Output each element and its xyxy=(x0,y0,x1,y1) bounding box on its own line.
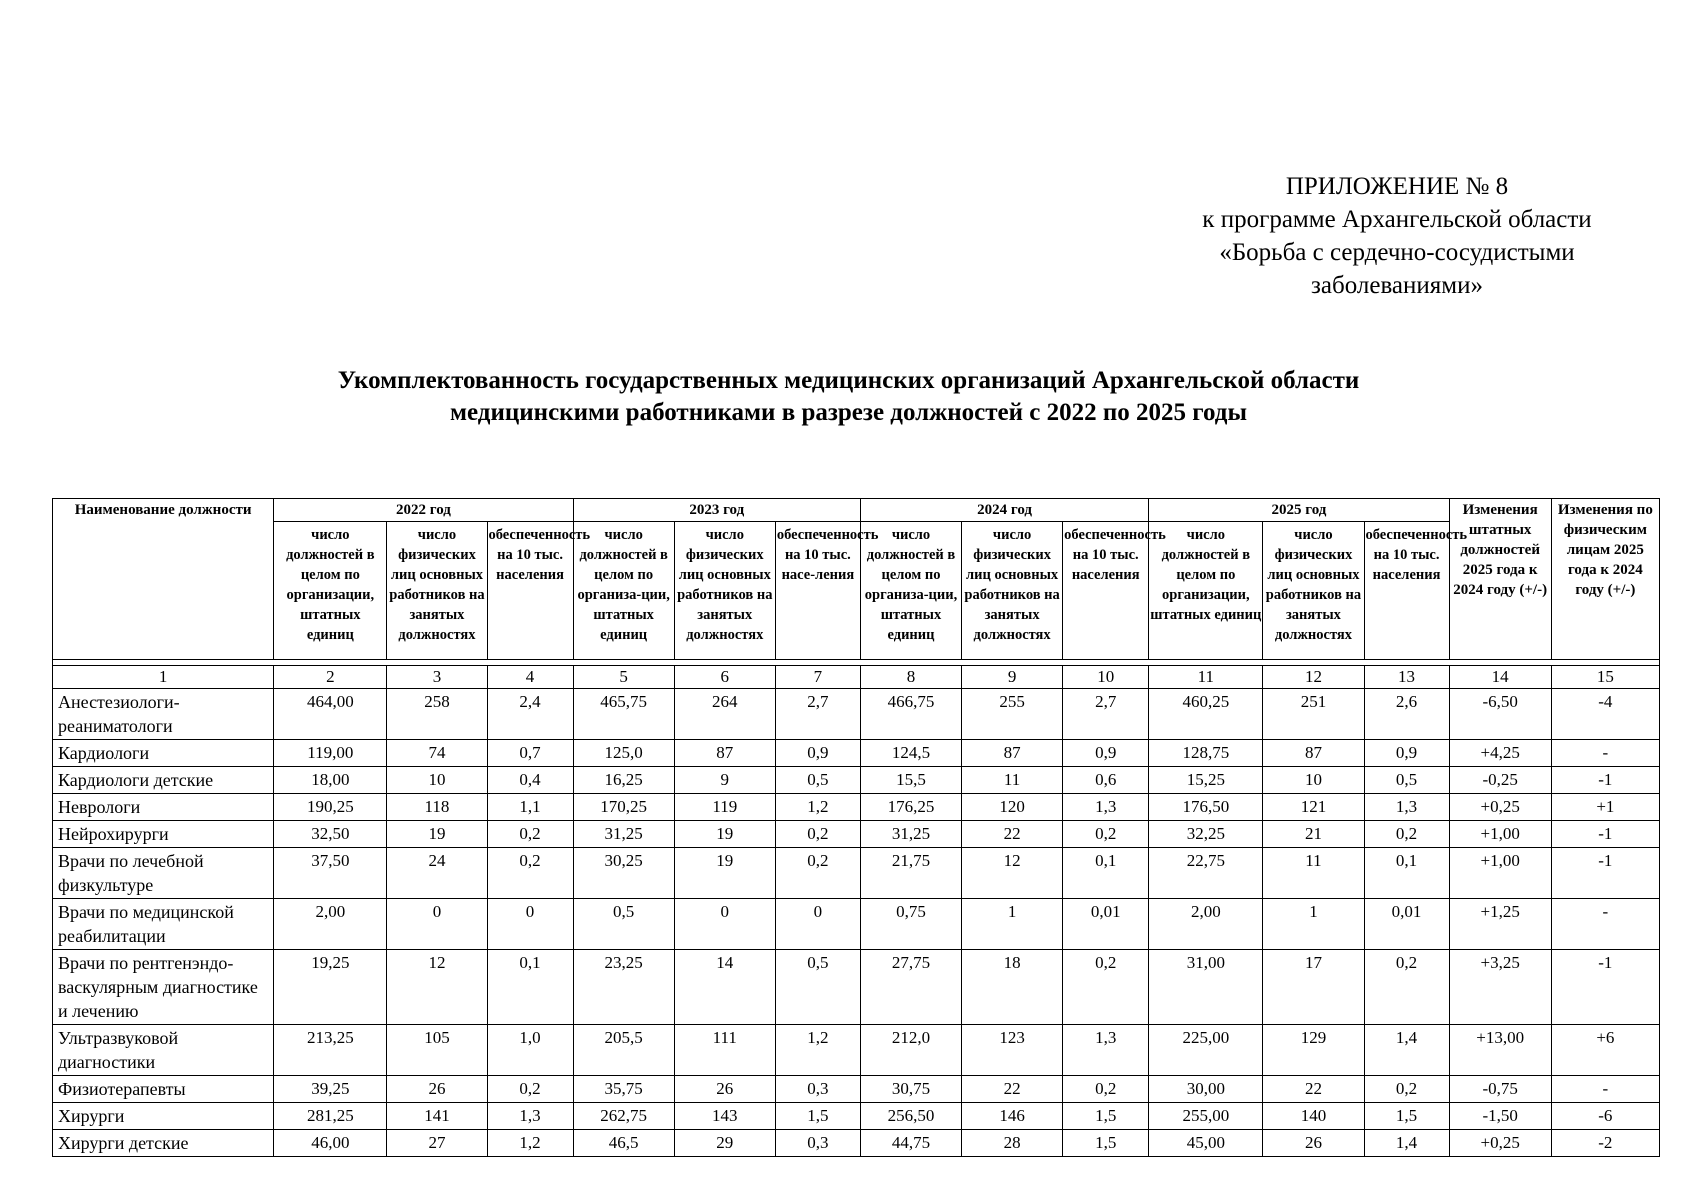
table-cell: -1,50 xyxy=(1449,1103,1551,1130)
appendix-block xyxy=(1157,170,1637,302)
table-cell: 18 xyxy=(962,950,1063,1025)
table-cell: 2,00 xyxy=(1149,899,1263,950)
table-cell: 26 xyxy=(1263,1130,1364,1157)
table-cell: 2,7 xyxy=(1063,689,1149,740)
table-cell: 1,4 xyxy=(1364,1025,1449,1076)
table-row xyxy=(53,899,1660,950)
title-line-2: медицинскими работниками в разрезе должностей с 2022 по 2025 годы xyxy=(450,399,1247,426)
table-cell: +6 xyxy=(1551,1025,1659,1076)
title-line-1: Укомплектованность государственных медицинских организаций Архангельской области xyxy=(337,367,1360,394)
table-cell: 87 xyxy=(962,740,1063,767)
table-cell: 44,75 xyxy=(860,1130,961,1157)
table-cell: 1 xyxy=(962,899,1063,950)
table-row xyxy=(53,740,1660,767)
table-cell: 26 xyxy=(674,1076,775,1103)
table-cell: 31,25 xyxy=(860,821,961,848)
column-number: 4 xyxy=(487,666,573,689)
table-cell: 1,0 xyxy=(487,1025,573,1076)
table-cell: 1,3 xyxy=(1063,794,1149,821)
appendix-line-4: заболеваниями» xyxy=(1311,272,1483,299)
table-cell: - xyxy=(1551,899,1659,950)
position-name: Ультразвуковой диагностики xyxy=(53,1025,274,1076)
position-name: Врачи по рентгенэндо-васкулярным диагностике и лечению xyxy=(53,950,274,1025)
table-cell: 37,50 xyxy=(274,848,387,899)
table-cell: 30,25 xyxy=(573,848,674,899)
table-cell: -6 xyxy=(1551,1103,1659,1130)
table-cell: 125,0 xyxy=(573,740,674,767)
table-cell: 176,50 xyxy=(1149,794,1263,821)
table-cell: +1,25 xyxy=(1449,899,1551,950)
column-number: 13 xyxy=(1364,666,1449,689)
table-cell: 29 xyxy=(674,1130,775,1157)
table-cell: 0,1 xyxy=(1364,848,1449,899)
column-number: 10 xyxy=(1063,666,1149,689)
table-row xyxy=(53,950,1660,1025)
column-number: 11 xyxy=(1149,666,1263,689)
table-cell: 213,25 xyxy=(274,1025,387,1076)
header-sub-persons: число физических лиц основных работников на занятых должностях xyxy=(1263,522,1364,660)
header-change-posts: Изменения штатных должностей 2025 года к 2024 году (+/-) xyxy=(1449,499,1551,660)
table-cell: 1,3 xyxy=(1364,794,1449,821)
table-cell: 0,2 xyxy=(487,1076,573,1103)
table-row xyxy=(53,1025,1660,1076)
table-cell: +0,25 xyxy=(1449,794,1551,821)
table-cell: 12 xyxy=(962,848,1063,899)
table-row xyxy=(53,1130,1660,1157)
position-name: Хирурги xyxy=(53,1103,274,1130)
table-cell: 1,2 xyxy=(775,794,860,821)
table-cell: 0,2 xyxy=(775,821,860,848)
table-cell: 87 xyxy=(1263,740,1364,767)
column-number: 1 xyxy=(53,666,274,689)
header-row-years xyxy=(53,499,1660,522)
table-cell: 465,75 xyxy=(573,689,674,740)
table-cell: 18,00 xyxy=(274,767,387,794)
table-cell: 0,1 xyxy=(1063,848,1149,899)
table-cell: 0,9 xyxy=(1364,740,1449,767)
table-cell: 27,75 xyxy=(860,950,961,1025)
appendix-line-1: ПРИЛОЖЕНИЕ № 8 xyxy=(1285,173,1509,200)
table-cell: 19,25 xyxy=(274,950,387,1025)
table-cell: - xyxy=(1551,740,1659,767)
table-cell: 466,75 xyxy=(860,689,961,740)
position-name: Неврологи xyxy=(53,794,274,821)
table-cell: 46,00 xyxy=(274,1130,387,1157)
table-cell: +13,00 xyxy=(1449,1025,1551,1076)
table-row xyxy=(53,1103,1660,1130)
table-cell: 11 xyxy=(1263,848,1364,899)
header-sub-posts: число должностей в целом по организа-ции, штатных единиц xyxy=(573,522,674,660)
table-cell: 256,50 xyxy=(860,1103,961,1130)
table-cell: 0,01 xyxy=(1364,899,1449,950)
table-cell: 118 xyxy=(387,794,487,821)
header-sub-persons: число физических лиц основных работников на занятых должностях xyxy=(387,522,487,660)
table-cell: 225,00 xyxy=(1149,1025,1263,1076)
table-cell: 24 xyxy=(387,848,487,899)
table-cell: 143 xyxy=(674,1103,775,1130)
table-cell: 146 xyxy=(962,1103,1063,1130)
table-cell: 1,2 xyxy=(487,1130,573,1157)
table-cell: 1,5 xyxy=(775,1103,860,1130)
table-cell: 30,75 xyxy=(860,1076,961,1103)
table-cell: 39,25 xyxy=(274,1076,387,1103)
table-cell: 111 xyxy=(674,1025,775,1076)
table-cell: +1,00 xyxy=(1449,821,1551,848)
header-year-2024: 2024 год xyxy=(860,499,1148,522)
table-cell: 0,01 xyxy=(1063,899,1149,950)
header-sub-persons: число физических лиц основных работников на занятых должностях xyxy=(674,522,775,660)
table-cell: 0 xyxy=(387,899,487,950)
table-cell: 19 xyxy=(387,821,487,848)
table-cell: 0,2 xyxy=(1364,821,1449,848)
table-cell: 1,5 xyxy=(1364,1103,1449,1130)
table-cell: 0,4 xyxy=(487,767,573,794)
table-row xyxy=(53,848,1660,899)
table-cell: 0 xyxy=(775,899,860,950)
header-sub-ratio: обеспеченность на 10 тыс. насе-ления xyxy=(775,522,860,660)
table-row xyxy=(53,794,1660,821)
table-cell: 22 xyxy=(962,821,1063,848)
table-row xyxy=(53,689,1660,740)
table-cell: 0,5 xyxy=(573,899,674,950)
table-cell: 176,25 xyxy=(860,794,961,821)
column-number: 2 xyxy=(274,666,387,689)
table-cell: -1 xyxy=(1551,821,1659,848)
table-cell: 464,00 xyxy=(274,689,387,740)
table-cell: 22 xyxy=(1263,1076,1364,1103)
table-cell: 2,4 xyxy=(487,689,573,740)
table-cell: 23,25 xyxy=(573,950,674,1025)
table-cell: 0,3 xyxy=(775,1076,860,1103)
table-cell: 124,5 xyxy=(860,740,961,767)
header-sub-ratio: обеспеченность на 10 тыс. населения xyxy=(1063,522,1149,660)
table-cell: 119,00 xyxy=(274,740,387,767)
table-cell: 128,75 xyxy=(1149,740,1263,767)
position-name: Физиотерапевты xyxy=(53,1076,274,1103)
table-cell: 9 xyxy=(674,767,775,794)
table-cell: 31,25 xyxy=(573,821,674,848)
table-cell: 22 xyxy=(962,1076,1063,1103)
table-cell: 21 xyxy=(1263,821,1364,848)
table-cell: +1 xyxy=(1551,794,1659,821)
table-cell: -0,75 xyxy=(1449,1076,1551,1103)
table-cell: 0,5 xyxy=(1364,767,1449,794)
table-cell: 0,9 xyxy=(775,740,860,767)
table-cell: 12 xyxy=(387,950,487,1025)
table-cell: -0,25 xyxy=(1449,767,1551,794)
table-cell: +1,00 xyxy=(1449,848,1551,899)
table-cell: 74 xyxy=(387,740,487,767)
table-cell: 19 xyxy=(674,848,775,899)
table-cell: 0,75 xyxy=(860,899,961,950)
table-cell: 141 xyxy=(387,1103,487,1130)
table-cell: 0,2 xyxy=(1364,1076,1449,1103)
table-cell: 14 xyxy=(674,950,775,1025)
header-year-2023: 2023 год xyxy=(573,499,860,522)
table-cell: 0,2 xyxy=(487,821,573,848)
table-cell: 129 xyxy=(1263,1025,1364,1076)
appendix-line-3: «Борьба с сердечно-сосудистыми xyxy=(1219,239,1575,266)
document-title xyxy=(0,365,1697,429)
table-cell: 255 xyxy=(962,689,1063,740)
table-cell: 0,7 xyxy=(487,740,573,767)
header-sub-ratio: обеспеченность на 10 тыс. населения xyxy=(487,522,573,660)
table-cell: 32,25 xyxy=(1149,821,1263,848)
table-cell: -2 xyxy=(1551,1130,1659,1157)
column-number: 12 xyxy=(1263,666,1364,689)
header-row-sub xyxy=(53,522,1660,660)
table-cell: 258 xyxy=(387,689,487,740)
table-cell: 1,5 xyxy=(1063,1130,1149,1157)
table-cell: 1,2 xyxy=(775,1025,860,1076)
table-cell: 10 xyxy=(1263,767,1364,794)
table-cell: 0,3 xyxy=(775,1130,860,1157)
table-cell: -4 xyxy=(1551,689,1659,740)
table-cell: 1,3 xyxy=(1063,1025,1149,1076)
header-year-2025: 2025 год xyxy=(1149,499,1449,522)
table-cell: 10 xyxy=(387,767,487,794)
table-cell: 1,1 xyxy=(487,794,573,821)
table-cell: 16,25 xyxy=(573,767,674,794)
table-cell: 0,2 xyxy=(487,848,573,899)
table-cell: 32,50 xyxy=(274,821,387,848)
table-cell: 35,75 xyxy=(573,1076,674,1103)
table-cell: 19 xyxy=(674,821,775,848)
table-cell: 255,00 xyxy=(1149,1103,1263,1130)
table-cell: 0,5 xyxy=(775,767,860,794)
position-name: Кардиологи xyxy=(53,740,274,767)
header-sub-ratio: обеспеченность на 10 тыс. населения xyxy=(1364,522,1449,660)
table-cell: 120 xyxy=(962,794,1063,821)
header-sub-posts: число должностей в целом по организа-ции, штатных единиц xyxy=(860,522,961,660)
table-cell: 22,75 xyxy=(1149,848,1263,899)
position-name: Кардиологи детские xyxy=(53,767,274,794)
table-cell: 119 xyxy=(674,794,775,821)
column-number: 8 xyxy=(860,666,961,689)
table-cell: 26 xyxy=(387,1076,487,1103)
table-row xyxy=(53,767,1660,794)
column-number: 14 xyxy=(1449,666,1551,689)
table-cell: 0,2 xyxy=(1063,821,1149,848)
table-cell: 205,5 xyxy=(573,1025,674,1076)
table-cell: 105 xyxy=(387,1025,487,1076)
table-cell: 0 xyxy=(674,899,775,950)
table-cell: 21,75 xyxy=(860,848,961,899)
table-cell: 264 xyxy=(674,689,775,740)
header-sub-posts: число должностей в целом по организации, штатных единиц xyxy=(274,522,387,660)
header-year-2022: 2022 год xyxy=(274,499,573,522)
table-cell: 2,6 xyxy=(1364,689,1449,740)
table-cell: +4,25 xyxy=(1449,740,1551,767)
position-name: Нейрохирурги xyxy=(53,821,274,848)
table-cell: 262,75 xyxy=(573,1103,674,1130)
table-cell: 251 xyxy=(1263,689,1364,740)
table-cell: 27 xyxy=(387,1130,487,1157)
table-cell: +3,25 xyxy=(1449,950,1551,1025)
appendix-line-2: к программе Архангельской области xyxy=(1202,206,1592,233)
table-cell: 87 xyxy=(674,740,775,767)
table-cell: -1 xyxy=(1551,848,1659,899)
table-cell: 15,5 xyxy=(860,767,961,794)
table-cell: 46,5 xyxy=(573,1130,674,1157)
table-cell: 2,00 xyxy=(274,899,387,950)
column-number: 9 xyxy=(962,666,1063,689)
table-cell: 30,00 xyxy=(1149,1076,1263,1103)
staffing-table xyxy=(52,498,1660,1157)
column-number: 15 xyxy=(1551,666,1659,689)
table-cell: 31,00 xyxy=(1149,950,1263,1025)
column-number-row xyxy=(53,666,1660,689)
table-cell: 1 xyxy=(1263,899,1364,950)
table-cell: 0,2 xyxy=(775,848,860,899)
table-cell: 0,2 xyxy=(1364,950,1449,1025)
table-cell: -1 xyxy=(1551,950,1659,1025)
table-cell: 28 xyxy=(962,1130,1063,1157)
table-cell: +0,25 xyxy=(1449,1130,1551,1157)
table-cell: 0,2 xyxy=(1063,1076,1149,1103)
table-cell: 123 xyxy=(962,1025,1063,1076)
header-sub-posts: число должностей в целом по организации, штатных единиц xyxy=(1149,522,1263,660)
column-number: 7 xyxy=(775,666,860,689)
table-cell: 1,5 xyxy=(1063,1103,1149,1130)
table-cell: 0,2 xyxy=(1063,950,1149,1025)
table-row xyxy=(53,1076,1660,1103)
table-cell: 2,7 xyxy=(775,689,860,740)
position-name: Анестезиологи-реаниматологи xyxy=(53,689,274,740)
table-cell: 121 xyxy=(1263,794,1364,821)
table-cell: 17 xyxy=(1263,950,1364,1025)
table-cell: 281,25 xyxy=(274,1103,387,1130)
table-cell: 140 xyxy=(1263,1103,1364,1130)
table-cell: 1,3 xyxy=(487,1103,573,1130)
table-cell: 0,9 xyxy=(1063,740,1149,767)
table-cell: - xyxy=(1551,1076,1659,1103)
table-cell: 11 xyxy=(962,767,1063,794)
table-cell: 0,6 xyxy=(1063,767,1149,794)
table-cell: 460,25 xyxy=(1149,689,1263,740)
header-name: Наименование должности xyxy=(53,499,274,660)
table-cell: -1 xyxy=(1551,767,1659,794)
table-cell: 170,25 xyxy=(573,794,674,821)
table-cell: 45,00 xyxy=(1149,1130,1263,1157)
position-name: Хирурги детские xyxy=(53,1130,274,1157)
table-cell: 0,5 xyxy=(775,950,860,1025)
table-row xyxy=(53,821,1660,848)
table-cell: 1,4 xyxy=(1364,1130,1449,1157)
table-cell: -6,50 xyxy=(1449,689,1551,740)
table-cell: 190,25 xyxy=(274,794,387,821)
table-cell: 0,1 xyxy=(487,950,573,1025)
position-name: Врачи по лечебной физкультуре xyxy=(53,848,274,899)
position-name: Врачи по медицинской реабилитации xyxy=(53,899,274,950)
column-number: 3 xyxy=(387,666,487,689)
table-cell: 15,25 xyxy=(1149,767,1263,794)
header-sub-persons: число физических лиц основных работников на занятых должностях xyxy=(962,522,1063,660)
table-cell: 212,0 xyxy=(860,1025,961,1076)
table-cell: 0 xyxy=(487,899,573,950)
header-change-persons: Изменения по физическим лицам 2025 года к 2024 году (+/-) xyxy=(1551,499,1659,660)
column-number: 6 xyxy=(674,666,775,689)
column-number: 5 xyxy=(573,666,674,689)
